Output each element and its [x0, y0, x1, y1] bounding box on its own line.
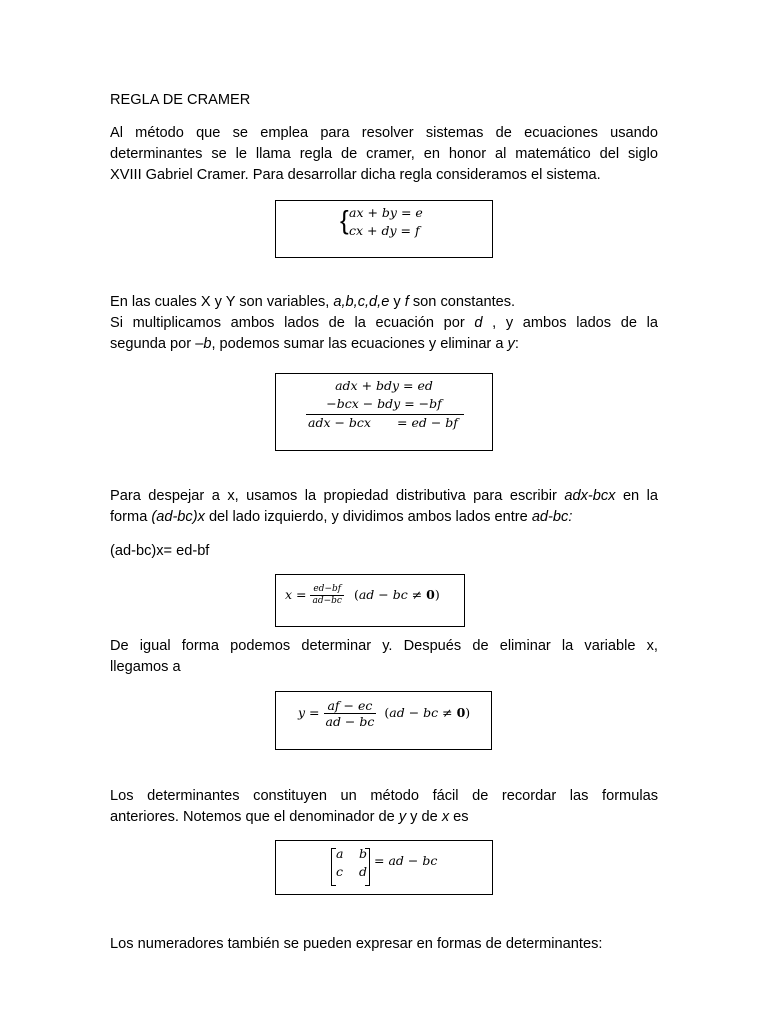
matrix-right-bracket — [365, 848, 370, 886]
determinantes-line-2: anteriores. Notemos que el denominador de y y de x es — [110, 809, 469, 825]
system-eq-1: ax + by = e — [349, 205, 423, 220]
matrix-b: b — [359, 846, 368, 861]
elimination-box — [275, 373, 493, 451]
intro-line-2: determinantes se le llama regla de cramer, en honor al matemático del siglo — [110, 146, 658, 162]
left-brace: { — [340, 205, 349, 235]
intro-line-3: XVIII Gabriel Cramer. Para desarrollar dicha regla consideramos el sistema. — [110, 167, 601, 183]
y-fraction: $\frac{af - ec}{ad - bc}$ — [325, 698, 375, 729]
elimination-row-3-right: = ed − bf — [397, 415, 458, 430]
y-formula-box — [275, 691, 492, 750]
matrix-d: d — [359, 864, 368, 879]
page-title: REGLA DE CRAMER — [110, 92, 251, 108]
igual-forma-line-1: De igual forma podemos determinar y. Después de eliminar la variable x, — [110, 638, 658, 654]
x-formula: x = $\frac{ed-bf}{ad-bc}$ (ad − bc ≠ 0) — [285, 584, 440, 606]
variables-line-1: En las cuales X y Y son variables, a,b,c,d,e y f son constantes. — [110, 294, 516, 310]
intro-line-1: Al método que se emplea para resolver sistemas de ecuaciones usando — [110, 125, 658, 141]
factored-equation: (ad-bc)x= ed-bf — [110, 543, 210, 559]
elimination-row-1: adx + bdy = ed — [335, 378, 433, 393]
x-fraction: $\frac{ed-bf}{ad-bc}$ — [312, 584, 342, 606]
determinantes-line-1: Los determinantes constituyen un método fácil de recordar las formulas — [110, 788, 658, 804]
system-equation-box — [275, 200, 493, 258]
y-formula: y = $\frac{af - ec}{ad - bc}$ (ad − bc ≠ 0) — [298, 698, 471, 729]
matrix-c: c — [336, 864, 344, 879]
determinant-result: = ad − bc — [374, 853, 438, 868]
igual-forma-line-2: llegamos a — [110, 659, 181, 675]
elimination-row-3-left: adx − bcx — [308, 415, 371, 430]
numeradores-text: Los numeradores también se pueden expresar en formas de determinantes: — [110, 936, 603, 952]
despejar-line-1: Para despejar a x, usamos la propiedad distributiva para escribir adx-bcx en la — [110, 488, 659, 504]
variables-line-3: segunda por –b, podemos sumar las ecuaciones y eliminar a y: — [110, 336, 519, 352]
x-formula-box — [275, 574, 465, 627]
determinant-box — [275, 840, 493, 895]
elimination-row-2: −bcx − bdy = −bf — [326, 396, 442, 411]
despejar-line-2: forma (ad-bc)x del lado izquierdo, y dividimos ambos lados entre ad-bc: — [110, 509, 573, 525]
system-eq-2: cx + dy = f — [349, 223, 420, 238]
matrix-a: a — [336, 846, 344, 861]
variables-line-2: Si multiplicamos ambos lados de la ecuación por d , y ambos lados de la — [110, 315, 658, 331]
